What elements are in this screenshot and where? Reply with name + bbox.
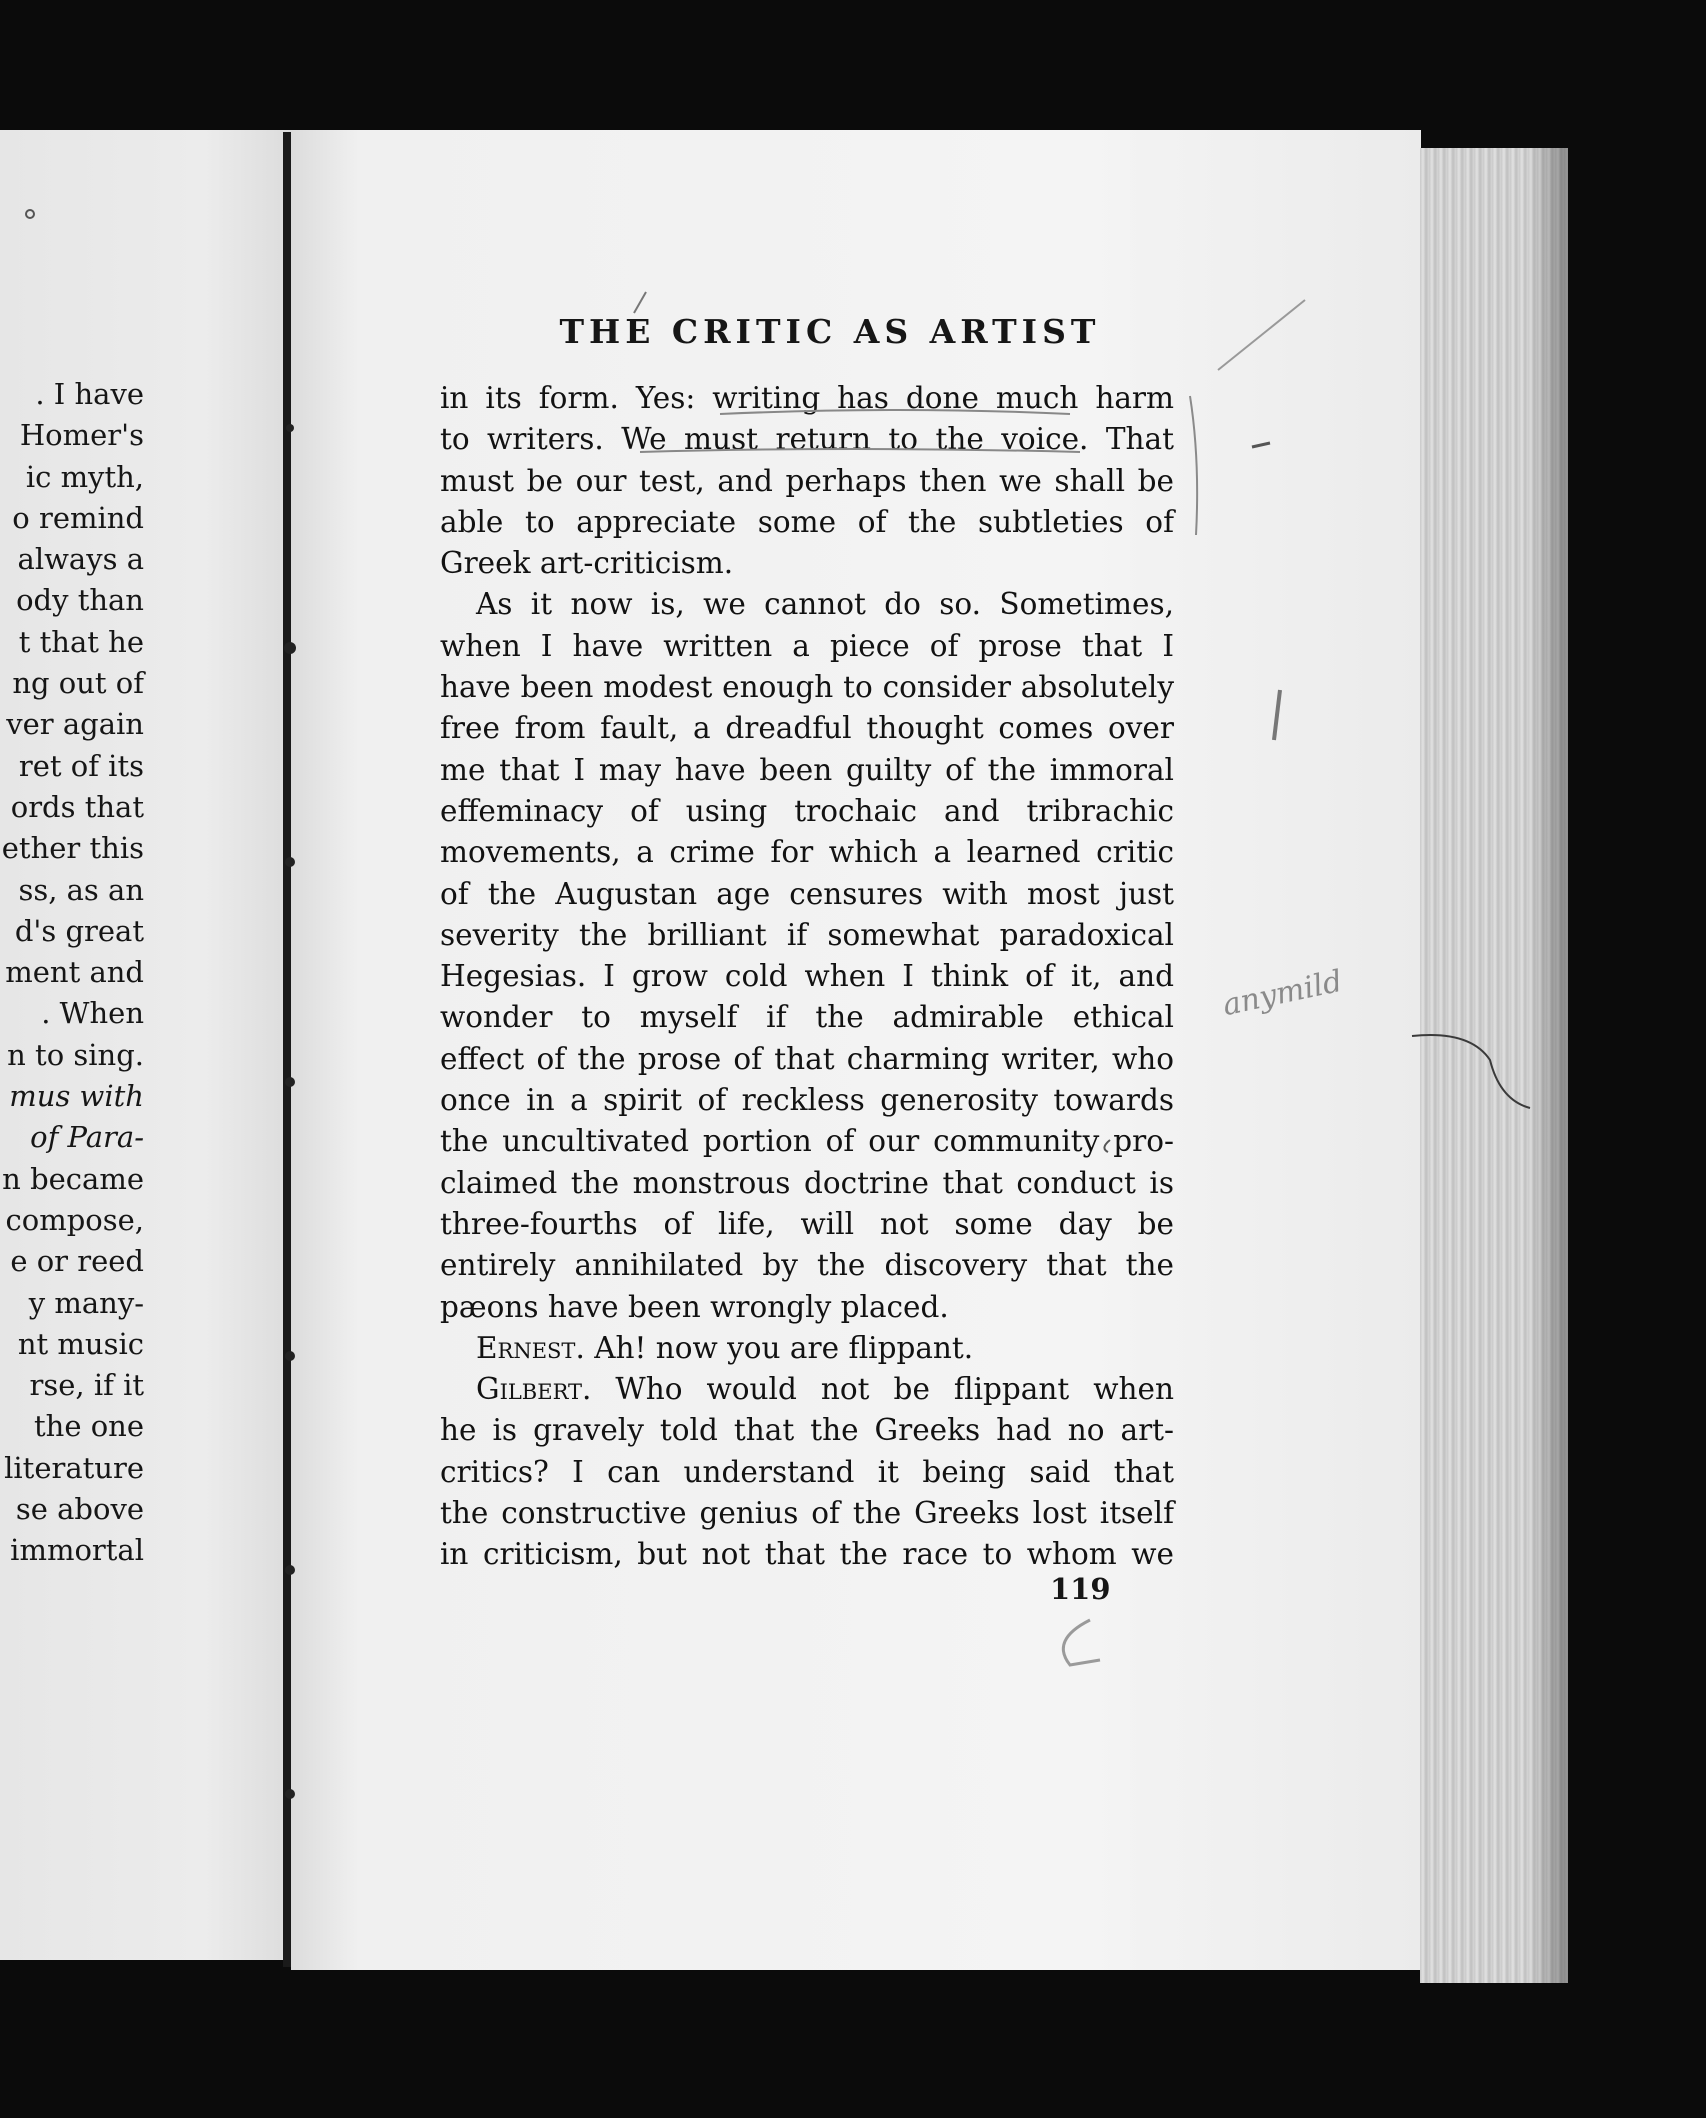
text-line [440, 832, 1174, 873]
line-text: of the Augustan age censures with most just [440, 876, 1174, 911]
page-number: 119 [1050, 1572, 1111, 1606]
book-gutter [283, 132, 291, 1967]
speaker-name: Ernest. [476, 1330, 585, 1365]
text-line [440, 1121, 1174, 1162]
text-line [440, 502, 1174, 543]
line-text: pæons have been wrongly placed. [440, 1289, 949, 1324]
left-page-line: ody than [16, 583, 144, 618]
left-page-line: literature [4, 1450, 144, 1485]
text-line [440, 708, 1174, 749]
left-page-line: immortal [10, 1533, 144, 1568]
line-text: critics? I can understand it being said that [440, 1454, 1174, 1489]
line-text: three-fourths of life, will not some day be [440, 1206, 1174, 1241]
line-text: in its form. Yes: writing has done much harm [440, 381, 1174, 415]
left-page-line: ment and [5, 955, 144, 990]
text-line [440, 626, 1174, 667]
line-text: Hegesias. I grow cold when I think of it, and [440, 959, 1174, 994]
left-page-line: ret of its [18, 748, 144, 783]
text-line [440, 1534, 1174, 1575]
left-page-line: n became [2, 1161, 144, 1196]
text-line [440, 419, 1174, 460]
text-line [440, 997, 1174, 1038]
text-line [440, 1080, 1174, 1121]
text-line [440, 1163, 1174, 1204]
text-line [440, 915, 1174, 956]
text-line [440, 1287, 1174, 1328]
page-edges [1420, 148, 1568, 1983]
text-line [440, 461, 1174, 502]
left-page-line: t that he [18, 624, 144, 659]
line-text: severity the brilliant if somewhat paradoxical [440, 917, 1174, 952]
left-page-line: ether this [1, 831, 144, 866]
line-text: Who would not be flippant when [591, 1372, 1174, 1407]
text-line [440, 1204, 1174, 1245]
text-line [440, 584, 1174, 625]
left-page-line: mus with [9, 1079, 144, 1114]
left-page-line: compose, [5, 1202, 144, 1237]
left-page-line: se above [15, 1492, 144, 1527]
left-page-line: nt music [17, 1326, 144, 1361]
text-line [440, 667, 1174, 708]
left-page [0, 130, 292, 1960]
line-text: movements, a crime for which a learned critic [440, 835, 1174, 870]
line-text: wonder to myself if the admirable ethical [440, 1000, 1174, 1035]
line-text: must be our test, and perhaps then we shall be [440, 463, 1174, 498]
left-page-line: ic myth, [25, 459, 144, 494]
line-text: effect of the prose of that charming writer, who [440, 1041, 1174, 1076]
line-text: to writers. We must return to the voice. That [440, 422, 1174, 457]
left-page-line: y many- [28, 1285, 144, 1320]
text-line [440, 874, 1174, 915]
text-line [440, 1328, 1174, 1369]
left-page-line: rse, if it [29, 1368, 144, 1403]
text-line [440, 1493, 1174, 1534]
line-text: free from fault, a dreadful thought comes over [440, 711, 1174, 746]
left-page-line: Homer's [19, 418, 144, 453]
left-page-text [0, 374, 144, 1572]
left-page-line: ng out of [12, 666, 144, 701]
line-text: Greek art-criticism. [440, 546, 734, 581]
margin-handwriting: anymild [1219, 963, 1346, 1024]
text-line [440, 791, 1174, 832]
left-page-line: always a [17, 542, 144, 577]
left-page-line: of Para- [30, 1120, 144, 1155]
text-line [440, 1452, 1174, 1493]
line-text: effeminacy of using trochaic and tribrachic [440, 793, 1174, 828]
text-line [440, 1369, 1174, 1410]
left-page-line: o remind [12, 500, 144, 535]
line-text: entirely annihilated by the discovery that the [440, 1248, 1174, 1283]
speaker-name: Gilbert. [476, 1372, 592, 1407]
line-text: me that I may have been guilty of the immoral [440, 752, 1174, 787]
left-page-line: d's great [14, 913, 144, 948]
line-text: the uncultivated portion of our community pro- [440, 1124, 1174, 1159]
line-text: able to appreciate some of the subtleties of [440, 504, 1174, 539]
left-page-line: ver again [6, 707, 144, 742]
left-page-line: . I have [35, 377, 144, 411]
line-text: he is gravely told that the Greeks had no art- [440, 1413, 1174, 1448]
text-line [440, 1039, 1174, 1080]
line-text: have been modest enough to consider absolutely [440, 670, 1174, 705]
text-line [440, 1410, 1174, 1451]
text-line [440, 543, 1174, 584]
left-page-line: ss, as an [18, 872, 144, 907]
body-text [440, 378, 1174, 1576]
text-line [440, 956, 1174, 997]
text-line [440, 378, 1174, 419]
line-text: claimed the monstrous doctrine that conduct is [440, 1165, 1174, 1200]
left-page-line: the one [33, 1409, 144, 1444]
line-text: As it now is, we cannot do so. Sometimes, [476, 587, 1174, 622]
left-page-line: ords that [10, 789, 144, 824]
line-text: when I have written a piece of prose that I [440, 628, 1174, 663]
text-line [440, 1245, 1174, 1286]
line-text: Ah! now you are flippant. [584, 1330, 974, 1365]
line-text: the constructive genius of the Greeks lost itself [440, 1496, 1174, 1531]
line-text: in criticism, but not that the race to whom we [440, 1537, 1174, 1572]
left-page-line: n to sing. [7, 1037, 144, 1072]
line-text: once in a spirit of reckless generosity towards [440, 1083, 1174, 1118]
text-line [440, 750, 1174, 791]
left-page-line: e or reed [10, 1244, 144, 1279]
left-page-line: . When [41, 996, 144, 1031]
running-head: THE CRITIC AS ARTIST [559, 312, 1101, 351]
